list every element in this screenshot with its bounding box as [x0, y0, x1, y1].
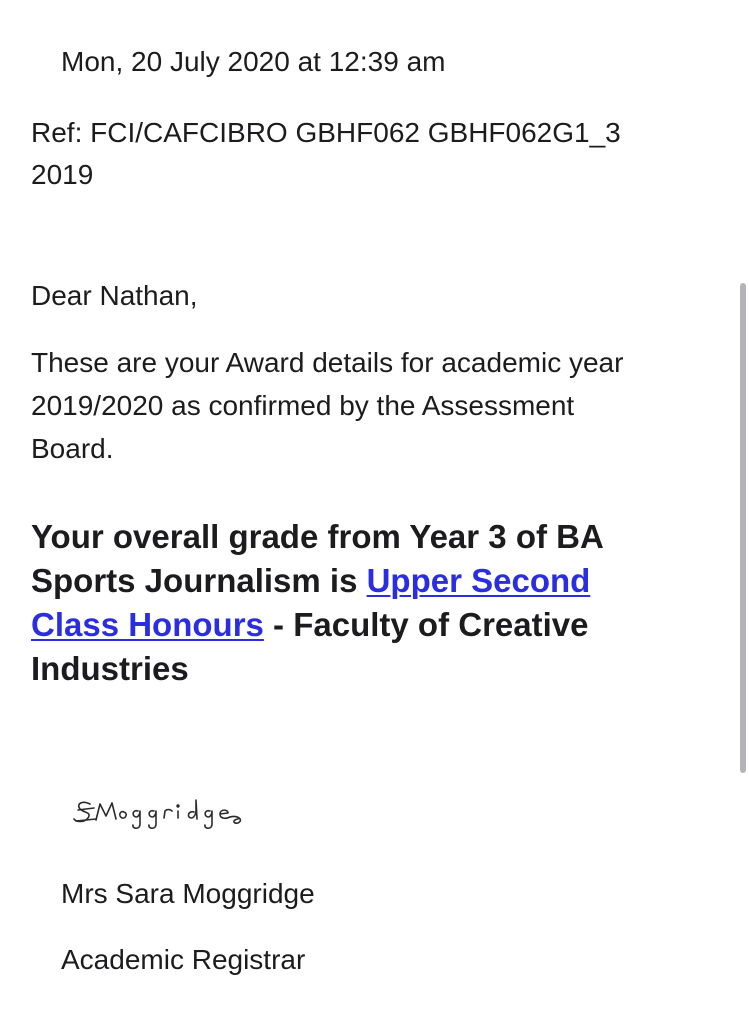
scrollbar-thumb[interactable]	[740, 283, 746, 773]
email-date: Mon, 20 July 2020 at 12:39 am	[61, 46, 446, 77]
greeting: Dear Nathan,	[31, 280, 198, 311]
award-details-paragraph	[31, 341, 731, 470]
paragraph-line: 2019/2020 as confirmed by the Assessment	[31, 390, 575, 421]
reference-line: Ref: FCI/CAFCIBRO GBHF062 GBHF062G1_3	[31, 117, 621, 148]
paragraph-line: Board.	[31, 433, 114, 464]
paragraph-line: These are your Award details for academic year	[31, 347, 624, 378]
grade-line	[31, 559, 731, 603]
signer-name: Mrs Sara Moggridge	[61, 878, 315, 909]
grade-text: - Faculty of Creative	[263, 606, 589, 643]
overall-grade-statement	[31, 515, 731, 691]
reference-line: 2019	[31, 159, 94, 190]
grade-link[interactable]: Upper Second	[366, 562, 591, 599]
grade-text: Sports Journalism is	[31, 562, 367, 599]
signature-text: SMoggridge	[68, 782, 74, 783]
grade-line: Industries	[31, 650, 189, 687]
grade-line: Your overall grade from Year 3 of BA	[31, 518, 604, 555]
grade-link[interactable]: Class Honours	[31, 606, 264, 643]
signature-image	[68, 782, 273, 844]
signer-title: Academic Registrar	[61, 944, 306, 975]
grade-line	[31, 603, 731, 647]
reference-number	[31, 112, 721, 196]
